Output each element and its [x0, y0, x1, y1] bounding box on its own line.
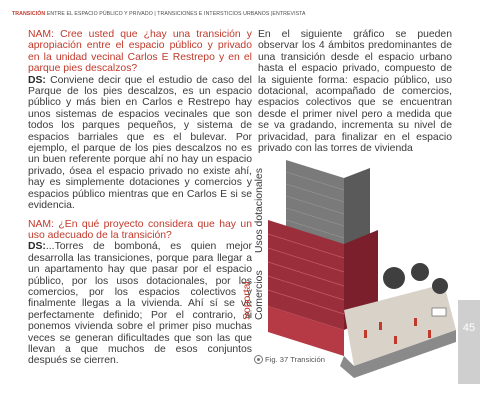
interview-left-column [28, 29, 252, 374]
page-number-tab [458, 300, 480, 384]
running-header [12, 11, 452, 18]
answer-2-label: DS: [28, 241, 46, 253]
tree [411, 263, 429, 281]
answer-1-label: DS: [28, 74, 46, 86]
transition-figure [244, 160, 456, 382]
figure-caption [254, 355, 325, 364]
question-2: NAM: ¿En qué proyecto considera que hay un uso adecuado de la transición? DS:...Torres de bomboná, es quien mejor desarrolla las transiciones, porque para llegar a un apartamento hay que pasar por el espacio público, por los usos dotacionales, por los comercios, por los espacios colectivos y finalmente llegas a la vivienda. Ahí sí se ve perfectamente definido; Por el contrario, si ponemos vivienda sobre el primer piso muchas veces se generan dificultades que son las que llevan a que muchos de esos conjuntos después se cierren. [28, 218, 252, 367]
person [414, 318, 417, 326]
header-rest: ENTRE EL ESPACIO PÚBLICO Y PRIVADO | TRANSICIONES E INTERSTICIOS URBANOS |ENTREVISTA [45, 11, 306, 17]
figure-icon [254, 355, 263, 364]
caption-text: Fig. 37 Transición [265, 355, 325, 364]
answer-2: ...Torres de bomboná, es quien mejor desarrolla las transiciones, porque para llegar a un apartamento hay que pasar por el espacio público, por los usos dotacionales, por los comercios, por los espacios colectivos y finalmente llegas a la vivienda. Ahí sí se ve perfectamente definido; Por el contrario, si ponemos vivienda sobre el primer piso muchas veces se generan dificultades que son las que llevan a que muchos de esos conjuntos después se cierren. [28, 241, 252, 367]
person [364, 330, 367, 338]
tree [432, 278, 448, 294]
person [394, 336, 397, 344]
label-usos-dotacionales: Usos dotacionales [254, 168, 265, 253]
parked-car [432, 308, 446, 316]
question-1: NAM: Cree usted que ¿hay una transición y apropiación entre el espacio público y privado en la unidad vecinal Carlos E Restrepo y en el parque pies descalzos? DS: Conviene decir que el estudio de caso del Parque de los pies descalzos, es un espacio público y más bien en Carlos e Restrepo hay unos sistemas de espacios vecinales que son todos los parques pequeños, y sistema de espacios barriales que es el bulevar. Por ejemplo, el parque de los pies descalzos no es un buen referente porque ahí no hay un espacio privado, ósea el espacio privado no existe ahí, hay es simplemente dotaciones y comercios y espacios público mientras que en Carlos E si se evidencia. [28, 29, 252, 212]
page-number: 45 [462, 322, 476, 334]
header-section: TRANSICIÓN [12, 11, 46, 17]
person [428, 330, 431, 338]
interview-right-column [258, 29, 452, 154]
label-comercios: Comercios [254, 270, 265, 320]
answer-1: Conviene decir que el estudio de caso del Parque de los pies descalzos, es un espacio público y más bien en Carlos e Restrepo hay unos sistemas de espacios vecinales que son todos los parques pequeños, y sistema de espacios barriales que es el bulevar. Por ejemplo, el parque de los pies descalzos no es un buen referente porque ahí no hay un espacio privado, ósea el espacio privado no existe ahí, hay es simplemente dotaciones y comercios y espacios público mientras que en Carlos E si se evidencia. [28, 74, 252, 212]
tree [383, 267, 405, 289]
axonometric-illustration [244, 160, 456, 382]
body-paragraph: En el siguiente gráfico se pueden observar los 4 ámbitos predominantes de una transición desde el espacio urbano hasta el espacio privado, compuesto de la siguiente forma: espacio público, uso dotacional, acompañado de comercios, espacios colectivos que se encuentran desde el primer nivel pero a medida que se va gradando, incrementa su nivel de privacidad, para finalizar en el espacio privado con las torres de vivienda [258, 29, 452, 155]
label-soportal: Soportal [242, 281, 253, 320]
person [379, 322, 382, 330]
